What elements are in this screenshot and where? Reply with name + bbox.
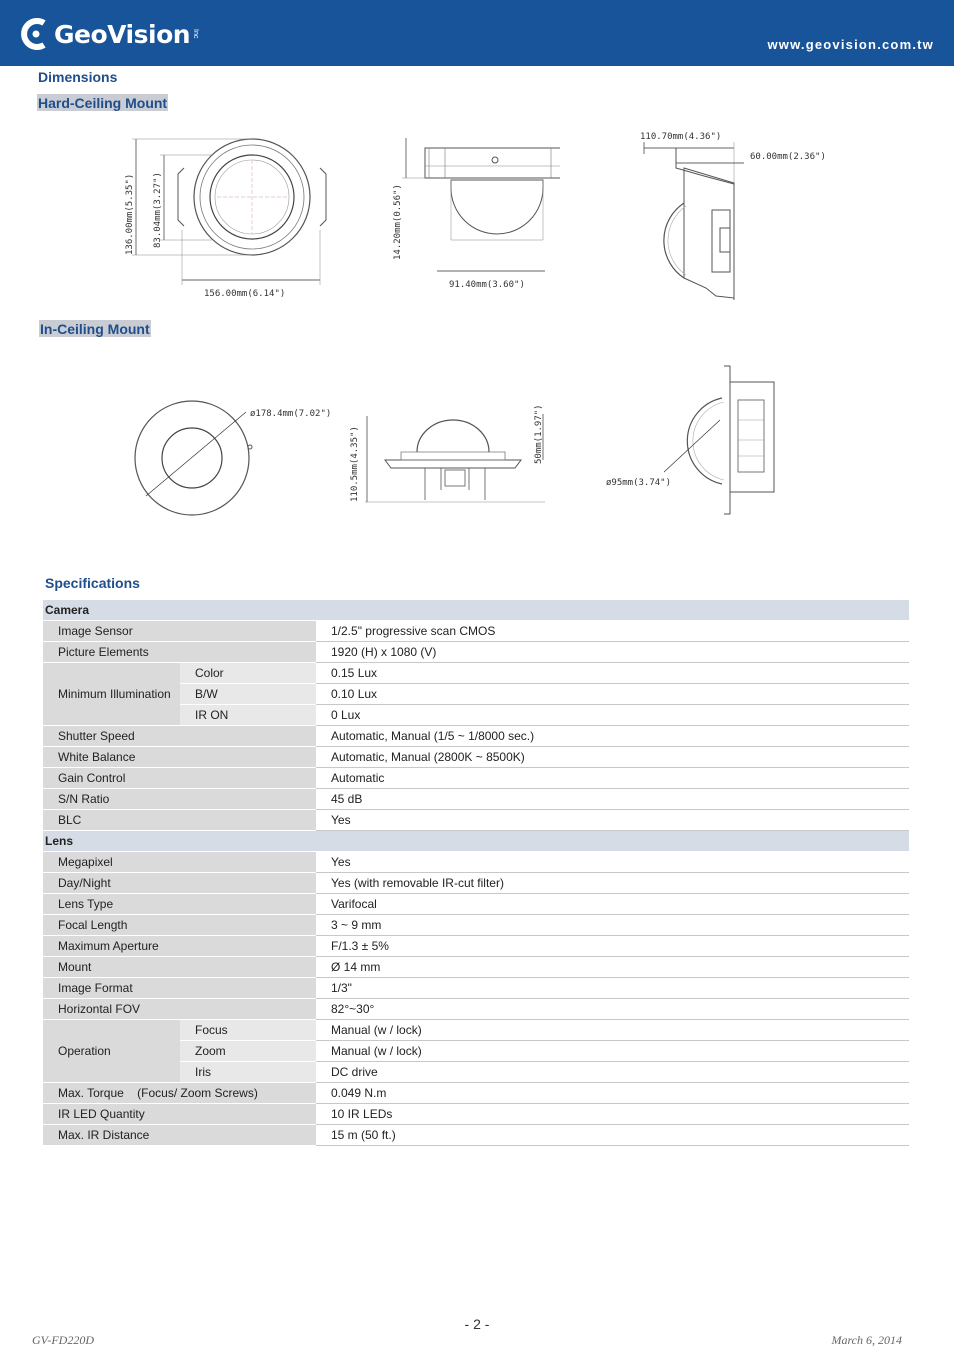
in-top-diameter: ø178.4mm(7.02") bbox=[250, 409, 332, 419]
row-value: 3 ~ 9 mm bbox=[316, 915, 909, 936]
row-label: Focal Length bbox=[43, 915, 316, 936]
row-value: 0.049 N.m bbox=[316, 1083, 909, 1104]
row-value: 15 m (50 ft.) bbox=[316, 1125, 909, 1146]
footer-model: GV-FD220D bbox=[32, 1333, 94, 1347]
row-label: Maximum Aperture bbox=[43, 936, 316, 957]
section-row-lens bbox=[43, 831, 909, 852]
footer-date: March 6, 2014 bbox=[831, 1333, 902, 1347]
hard-ceiling-top-view bbox=[112, 130, 327, 302]
sub-label: B/W bbox=[180, 684, 316, 705]
hard-ceiling-front-view bbox=[385, 130, 560, 292]
row-label: Max. IR Distance bbox=[43, 1125, 316, 1146]
row-value: DC drive bbox=[316, 1062, 909, 1083]
table-row bbox=[43, 999, 909, 1020]
brand-name: GeoVision bbox=[54, 19, 191, 49]
row-label: Day/Night bbox=[43, 873, 316, 894]
row-label: Operation bbox=[43, 1020, 180, 1083]
dimensions-heading: Dimensions bbox=[38, 69, 118, 85]
table-row bbox=[43, 663, 909, 684]
row-label: Lens Type bbox=[43, 894, 316, 915]
in-side-diameter: ø95mm(3.74") bbox=[606, 478, 672, 488]
table-row bbox=[43, 978, 909, 999]
hard-ceiling-heading: Hard-Ceiling Mount bbox=[38, 95, 168, 111]
row-label: White Balance bbox=[43, 747, 316, 768]
table-row bbox=[43, 957, 909, 978]
row-label: Shutter Speed bbox=[43, 726, 316, 747]
hard-side-width: 110.70mm(4.36") bbox=[640, 132, 722, 142]
sub-label: Iris bbox=[180, 1062, 316, 1083]
row-value: Manual (w / lock) bbox=[316, 1020, 909, 1041]
sub-label: IR ON bbox=[180, 705, 316, 726]
sub-label: Zoom bbox=[180, 1041, 316, 1062]
row-label: Minimum Illumination bbox=[43, 663, 180, 726]
row-label: IR LED Quantity bbox=[43, 1104, 316, 1125]
table-row bbox=[43, 915, 909, 936]
row-label: BLC bbox=[43, 810, 316, 831]
row-label: Gain Control bbox=[43, 768, 316, 789]
hard-front-width: 91.40mm(3.60") bbox=[449, 280, 525, 290]
row-label: Horizontal FOV bbox=[43, 999, 316, 1020]
row-label: Image Sensor bbox=[43, 621, 316, 642]
hard-top-height-outer: 136.00mm(5.35") bbox=[125, 173, 135, 255]
table-row bbox=[43, 642, 909, 663]
row-value: 0 Lux bbox=[316, 705, 909, 726]
table-row bbox=[43, 1083, 909, 1104]
hard-top-height-inner: 83.04mm(3.27") bbox=[153, 172, 163, 248]
row-label: Megapixel bbox=[43, 852, 316, 873]
hard-ceiling-side-view bbox=[636, 128, 848, 306]
table-row bbox=[43, 894, 909, 915]
row-label: Mount bbox=[43, 957, 316, 978]
row-value: Automatic bbox=[316, 768, 909, 789]
row-label: Image Format bbox=[43, 978, 316, 999]
row-value: Yes bbox=[316, 852, 909, 873]
page-number: - 2 - bbox=[464, 1316, 490, 1332]
table-row bbox=[43, 1125, 909, 1146]
page-header bbox=[0, 0, 954, 66]
sub-label: Color bbox=[180, 663, 316, 684]
row-value: 45 dB bbox=[316, 789, 909, 810]
row-label: Picture Elements bbox=[43, 642, 316, 663]
table-row bbox=[43, 621, 909, 642]
geovision-logo bbox=[20, 14, 199, 54]
row-value: F/1.3 ± 5% bbox=[316, 936, 909, 957]
sub-label: Focus bbox=[180, 1020, 316, 1041]
hard-front-height: 14.20mm(0.56") bbox=[393, 184, 403, 260]
row-value: 0.15 Lux bbox=[316, 663, 909, 684]
table-row bbox=[43, 936, 909, 957]
row-label: Max. Torque (Focus/ Zoom Screws) bbox=[43, 1083, 316, 1104]
row-value: Yes (with removable IR-cut filter) bbox=[316, 873, 909, 894]
row-value: Ø 14 mm bbox=[316, 957, 909, 978]
in-ceiling-side-view bbox=[604, 360, 780, 520]
row-label: S/N Ratio bbox=[43, 789, 316, 810]
brand-suffix: Inc bbox=[192, 29, 200, 39]
hard-top-width: 156.00mm(6.14") bbox=[204, 289, 286, 299]
row-value: Varifocal bbox=[316, 894, 909, 915]
section-camera: Camera bbox=[43, 600, 909, 621]
hard-side-depth: 60.00mm(2.36") bbox=[750, 152, 826, 162]
table-row bbox=[43, 852, 909, 873]
spec-table bbox=[43, 600, 909, 1146]
in-front-height: 110.5mm(4.35") bbox=[350, 426, 360, 502]
geovision-logo-icon bbox=[20, 17, 50, 51]
specifications-heading: Specifications bbox=[45, 575, 140, 591]
row-value: Manual (w / lock) bbox=[316, 1041, 909, 1062]
row-value: 0.10 Lux bbox=[316, 684, 909, 705]
website-url[interactable]: www.geovision.com.tw bbox=[767, 37, 934, 52]
table-row bbox=[43, 789, 909, 810]
row-value: 1920 (H) x 1080 (V) bbox=[316, 642, 909, 663]
row-value: Automatic, Manual (2800K ~ 8500K) bbox=[316, 747, 909, 768]
table-row bbox=[43, 747, 909, 768]
in-ceiling-top-view bbox=[128, 396, 338, 526]
row-value: 82°~30° bbox=[316, 999, 909, 1020]
table-row bbox=[43, 768, 909, 789]
row-value: Yes bbox=[316, 810, 909, 831]
row-value: 1/3" bbox=[316, 978, 909, 999]
table-row bbox=[43, 726, 909, 747]
in-front-dome-height: 50mm(1.97") bbox=[534, 404, 544, 464]
table-row bbox=[43, 1104, 909, 1125]
in-ceiling-front-view bbox=[345, 394, 555, 506]
table-row bbox=[43, 873, 909, 894]
row-value: Automatic, Manual (1/5 ~ 1/8000 sec.) bbox=[316, 726, 909, 747]
in-ceiling-heading: In-Ceiling Mount bbox=[40, 321, 150, 337]
section-lens: Lens bbox=[43, 831, 909, 852]
section-row-camera bbox=[43, 600, 909, 621]
table-row bbox=[43, 810, 909, 831]
row-value: 10 IR LEDs bbox=[316, 1104, 909, 1125]
table-row bbox=[43, 1020, 909, 1041]
row-value: 1/2.5" progressive scan CMOS bbox=[316, 621, 909, 642]
